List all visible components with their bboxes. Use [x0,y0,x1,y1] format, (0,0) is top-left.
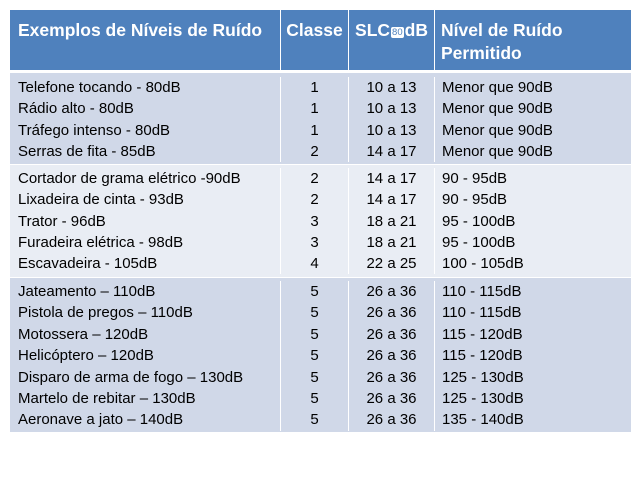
cell-example: Telefone tocando - 80dB [10,77,281,98]
table-row [10,232,631,253]
table-row [10,409,631,430]
cell-nivel: 90 - 95dB [442,191,508,209]
cell-classe: 3 [281,211,349,232]
cell-classe: 5 [281,302,349,323]
header-slc-subscript: 80 [392,27,403,38]
table-row [10,141,631,162]
header-permitted-level [435,10,631,70]
table-row [10,120,631,141]
table-row [10,281,631,302]
header-slc-prefix: SLC [355,20,391,40]
table-row [10,189,631,210]
header-slc [349,10,435,70]
cell-nivel: 95 - 100dB [442,233,516,251]
cell-slc: 22 a 25 [349,253,435,274]
table-row [10,168,631,189]
table-body [10,73,631,433]
cell-nivel: 90 - 95dB [442,170,508,187]
cell-example: Tráfego intenso - 80dB [10,120,281,141]
cell-classe: 2 [281,189,349,210]
cell-classe: 5 [281,345,349,366]
cell-example: Cortador de grama elétrico -90dB [10,168,281,189]
table-row [10,388,631,409]
cell-example: Trator - 96dB [10,211,281,232]
cell-classe: 3 [281,232,349,253]
table-row [10,98,631,119]
cell-nivel: 115 - 120dB [442,347,523,365]
cell-slc: 26 a 36 [349,388,435,409]
cell-slc: 26 a 36 [349,281,435,302]
cell-nivel: Menor que 90dB [442,142,553,160]
cell-slc: 26 a 36 [349,345,435,366]
header-classe: Classe [281,10,349,70]
cell-slc: 18 a 21 [349,211,435,232]
cell-nivel: Menor que 90dB [442,79,553,96]
table-row [10,345,631,366]
cell-nivel: 125 - 130dB [442,368,524,386]
cell-classe: 4 [281,253,349,274]
cell-example: Motossera – 120dB [10,324,281,345]
row-group [10,278,631,433]
cell-classe: 5 [281,367,349,388]
cell-nivel: Menor que 90dB [442,121,553,139]
cell-nivel: 135 - 140dB [442,411,524,429]
cell-nivel: 100 - 105dB [442,255,524,273]
cell-example: Jateamento – 110dB [10,281,281,302]
cell-nivel: 95 - 100dB [442,212,516,230]
table-header [10,10,631,73]
cell-example: Pistola de pregos – 110dB [10,302,281,323]
header-permitted-line2: Permitido [441,43,522,63]
cell-slc: 14 a 17 [349,189,435,210]
cell-slc: 18 a 21 [349,232,435,253]
row-group [10,73,631,165]
noise-levels-table [10,10,631,433]
cell-slc: 14 a 17 [349,141,435,162]
table-row [10,302,631,323]
cell-slc: 26 a 36 [349,409,435,430]
cell-slc: 26 a 36 [349,367,435,388]
cell-example: Serras de fita - 85dB [10,141,281,162]
cell-nivel: Menor que 90dB [442,100,553,118]
cell-example: Disparo de arma de fogo – 130dB [10,367,281,388]
table-row [10,253,631,274]
header-permitted-line1: Nível de Ruído [441,20,563,40]
cell-example: Aeronave a jato – 140dB [10,409,281,430]
cell-example: Furadeira elétrica - 98dB [10,232,281,253]
cell-nivel: 125 - 130dB [442,389,524,407]
header-slc-suffix: dB [404,20,428,40]
table-row [10,367,631,388]
cell-example: Escavadeira - 105dB [10,253,281,274]
header-examples: Exemplos de Níveis de Ruído [10,10,281,70]
cell-example: Rádio alto - 80dB [10,98,281,119]
cell-classe: 5 [281,409,349,430]
table-row [10,211,631,232]
cell-classe: 5 [281,281,349,302]
cell-classe: 5 [281,324,349,345]
cell-example: Martelo de rebitar – 130dB [10,388,281,409]
cell-slc: 10 a 13 [349,98,435,119]
cell-nivel: 110 - 115dB [442,283,522,300]
cell-classe: 1 [281,77,349,98]
cell-slc: 26 a 36 [349,324,435,345]
cell-example: Lixadeira de cinta - 93dB [10,189,281,210]
cell-classe: 1 [281,120,349,141]
cell-slc: 10 a 13 [349,120,435,141]
cell-nivel: 115 - 120dB [442,325,523,343]
table-row [10,324,631,345]
cell-classe: 1 [281,98,349,119]
cell-nivel: 110 - 115dB [442,304,522,322]
cell-example: Helicóptero – 120dB [10,345,281,366]
cell-slc: 10 a 13 [349,77,435,98]
cell-classe: 2 [281,168,349,189]
cell-classe: 5 [281,388,349,409]
cell-slc: 14 a 17 [349,168,435,189]
cell-slc: 26 a 36 [349,302,435,323]
cell-classe: 2 [281,141,349,162]
row-group [10,165,631,278]
table-row [10,77,631,98]
